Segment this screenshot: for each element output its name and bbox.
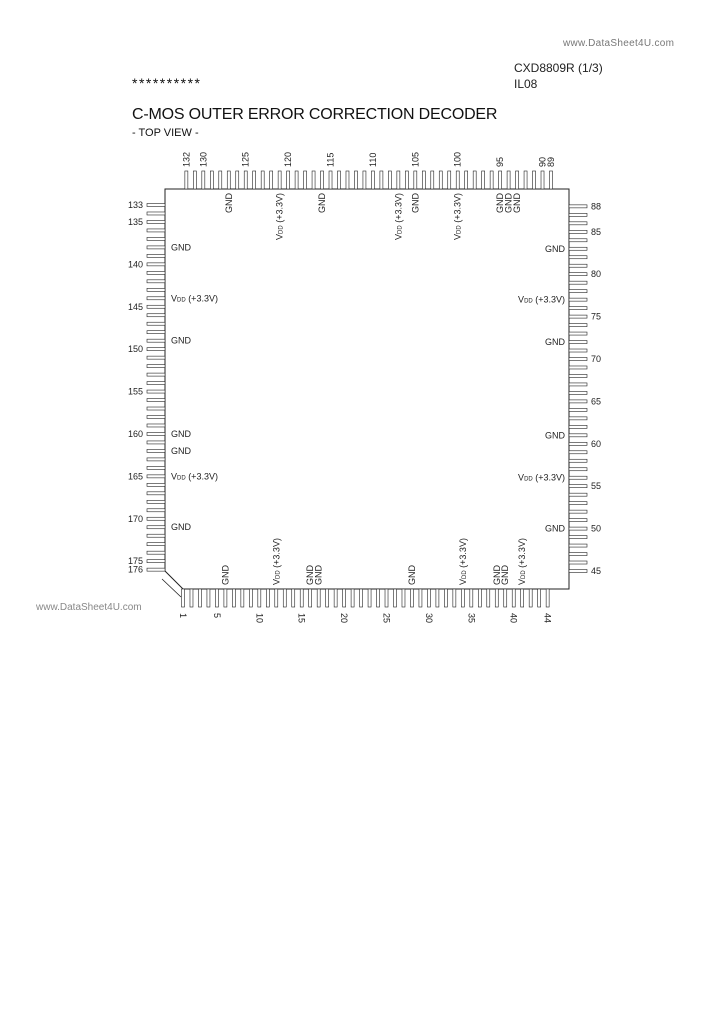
pin-lead-50 <box>569 527 587 530</box>
pin-lead-40 <box>512 589 515 607</box>
pin-lead-102 <box>439 171 442 189</box>
pin-lead-174 <box>147 551 165 554</box>
pin-number-140: 140 <box>127 259 143 270</box>
pin-lead-144 <box>147 297 165 300</box>
pin-lead-110 <box>371 171 374 189</box>
pin-lead-98 <box>473 171 476 189</box>
pin-lead-170 <box>147 517 165 520</box>
pin-lead-48 <box>569 544 587 547</box>
pin-number-132: 132 <box>181 151 192 167</box>
pin-lead-125 <box>244 171 247 189</box>
pin-lead-32 <box>444 589 447 607</box>
signal-label-61: GND <box>545 430 565 441</box>
pin-lead-20 <box>343 589 346 607</box>
pin-lead-4 <box>207 589 210 607</box>
pin-lead-38 <box>495 589 498 607</box>
pin-lead-54 <box>569 493 587 496</box>
pin-lead-64 <box>569 408 587 411</box>
pin-lead-21 <box>351 589 354 607</box>
pin-lead-74 <box>569 324 587 327</box>
pin-lead-79 <box>569 281 587 284</box>
pin-number-70: 70 <box>591 354 602 364</box>
pin-lead-167 <box>147 492 165 495</box>
pin-lead-65 <box>569 400 587 403</box>
pin-lead-133 <box>147 204 165 207</box>
signal-label-12: VDD (+3.3V) <box>271 538 282 585</box>
pin-lead-92 <box>524 171 527 189</box>
pin-lead-26 <box>394 589 397 607</box>
pin-lead-119 <box>295 171 298 189</box>
pin-number-133: 133 <box>127 200 143 210</box>
pin-lead-176 <box>147 568 165 571</box>
signal-label-17: GND <box>313 565 324 585</box>
signal-label-77: VDD (+3.3V) <box>518 294 565 305</box>
pin-lead-151 <box>147 356 165 359</box>
pin-number-125: 125 <box>240 151 251 167</box>
pin-lead-41 <box>521 589 524 607</box>
signal-label-38: GND <box>491 565 502 585</box>
signal-label-149: GND <box>171 335 191 346</box>
pin-lead-63 <box>569 417 587 420</box>
pin-lead-108 <box>388 171 391 189</box>
pin-lead-59 <box>569 451 587 454</box>
pin-lead-100 <box>456 171 459 189</box>
pin-lead-77 <box>569 298 587 301</box>
pin-lead-28 <box>410 589 413 607</box>
signal-label-94: GND <box>503 192 514 213</box>
pin-lead-33 <box>453 589 456 607</box>
pin-lead-142 <box>147 280 165 283</box>
pin-lead-45 <box>569 570 587 573</box>
pin-lead-155 <box>147 390 165 393</box>
pin-lead-163 <box>147 458 165 461</box>
pin-lead-18 <box>326 589 329 607</box>
pin-lead-123 <box>261 171 264 189</box>
signal-label-39: GND <box>500 565 511 585</box>
pin-lead-31 <box>436 589 439 607</box>
pin-lead-44 <box>546 589 549 607</box>
signal-label-121: VDD (+3.3V) <box>274 193 285 240</box>
pin-lead-101 <box>448 171 451 189</box>
pin-lead-12 <box>275 589 278 607</box>
pin-lead-145 <box>147 305 165 308</box>
view-subtitle: - TOP VIEW - <box>132 127 199 139</box>
pin-lead-131 <box>193 171 196 189</box>
pin-lead-25 <box>385 589 388 607</box>
pin-lead-83 <box>569 247 587 250</box>
pin-lead-80 <box>569 273 587 276</box>
pin-lead-22 <box>360 589 363 607</box>
pin-lead-14 <box>292 589 295 607</box>
pin-lead-30 <box>427 589 430 607</box>
pin-lead-71 <box>569 349 587 352</box>
signal-label-107: VDD (+3.3V) <box>393 193 404 240</box>
pin-lead-175 <box>147 560 165 563</box>
pin-lead-168 <box>147 500 165 503</box>
signal-label-83: GND <box>545 243 565 254</box>
pin-lead-113 <box>346 171 349 189</box>
pin-lead-78 <box>569 290 587 293</box>
signal-label-28: GND <box>406 565 417 585</box>
pin-lead-162 <box>147 449 165 452</box>
pin-number-1: 1 <box>178 613 188 619</box>
pin-lead-158 <box>147 416 165 419</box>
pin-lead-147 <box>147 322 165 325</box>
pin-lead-11 <box>266 589 269 607</box>
pin-lead-139 <box>147 254 165 257</box>
pin-number-176: 176 <box>127 564 143 575</box>
pin-lead-86 <box>569 222 587 225</box>
signal-label-95: GND <box>495 193 506 213</box>
pin-number-165: 165 <box>127 471 143 482</box>
package-body <box>165 189 569 589</box>
pin-number-35: 35 <box>466 613 477 624</box>
pin-lead-112 <box>354 171 357 189</box>
pin-lead-53 <box>569 502 587 505</box>
pin-number-44: 44 <box>542 613 553 624</box>
pin-lead-138 <box>147 246 165 249</box>
pin-lead-62 <box>569 425 587 428</box>
pin-number-60: 60 <box>591 438 602 449</box>
pin-lead-5 <box>215 589 218 607</box>
signal-label-144: VDD (+3.3V) <box>171 293 218 304</box>
pin-number-88: 88 <box>591 201 602 212</box>
pin-lead-153 <box>147 373 165 376</box>
pin-number-135: 135 <box>127 216 143 227</box>
pin-lead-36 <box>478 589 481 607</box>
pin-lead-87 <box>569 213 587 216</box>
pin-lead-29 <box>419 589 422 607</box>
pin-lead-2 <box>190 589 193 607</box>
pin-lead-105 <box>414 171 417 189</box>
pin-lead-124 <box>253 171 256 189</box>
pin-lead-57 <box>569 468 587 471</box>
pin-lead-76 <box>569 307 587 310</box>
pin-lead-66 <box>569 391 587 394</box>
pin-lead-107 <box>397 171 400 189</box>
pin-lead-140 <box>147 263 165 266</box>
pin-number-155: 155 <box>127 386 143 397</box>
pin-lead-173 <box>147 543 165 546</box>
pin-number-80: 80 <box>591 269 602 280</box>
signal-label-50: GND <box>545 523 565 534</box>
pin-lead-152 <box>147 365 165 368</box>
pin-lead-137 <box>147 237 165 240</box>
pin-lead-165 <box>147 475 165 478</box>
pin-lead-159 <box>147 424 165 427</box>
pin-lead-135 <box>147 220 165 223</box>
pin-number-75: 75 <box>591 311 602 322</box>
signal-label-171: GND <box>171 522 191 533</box>
pin-lead-106 <box>405 171 408 189</box>
pin-lead-122 <box>270 171 273 189</box>
pin-number-170: 170 <box>127 513 143 524</box>
pin-number-130: 130 <box>198 151 209 167</box>
pin-lead-7 <box>232 589 235 607</box>
pin-number-90: 90 <box>537 156 548 167</box>
pin-lead-69 <box>569 366 587 369</box>
pin-number-95: 95 <box>495 156 506 167</box>
signal-label-162: GND <box>171 445 191 456</box>
signal-label-165: VDD (+3.3V) <box>171 471 218 482</box>
pin-lead-149 <box>147 339 165 342</box>
pin-lead-164 <box>147 466 165 469</box>
pin-lead-3 <box>198 589 201 607</box>
watermark-top[interactable]: www.DataSheet4U.com <box>563 38 675 49</box>
pin-lead-81 <box>569 264 587 267</box>
pin-lead-116 <box>321 171 324 189</box>
pin-lead-49 <box>569 536 587 539</box>
pin-number-45: 45 <box>591 566 602 576</box>
pin-lead-43 <box>538 589 541 607</box>
pin-lead-103 <box>431 171 434 189</box>
pin-lead-111 <box>363 171 366 189</box>
pin-lead-157 <box>147 407 165 410</box>
signal-label-105: GND <box>410 193 421 213</box>
masked-field: ********** <box>132 75 202 91</box>
signal-label-138: GND <box>171 242 191 253</box>
pin-number-25: 25 <box>381 613 392 624</box>
pin-lead-118 <box>304 171 307 189</box>
pin-lead-132 <box>185 171 188 189</box>
pin-number-85: 85 <box>591 226 602 237</box>
pin-lead-82 <box>569 256 587 259</box>
pin-lead-171 <box>147 526 165 529</box>
pin-number-55: 55 <box>591 481 602 492</box>
pin-lead-141 <box>147 271 165 274</box>
pin-lead-91 <box>533 171 536 189</box>
pin-lead-15 <box>300 589 303 607</box>
pin-lead-169 <box>147 509 165 512</box>
pin-number-145: 145 <box>127 301 143 312</box>
signal-label-93: GND <box>512 193 523 213</box>
pin-lead-42 <box>529 589 532 607</box>
pin-number-40: 40 <box>508 613 519 624</box>
pin-number-5: 5 <box>211 613 222 619</box>
pin-lead-148 <box>147 331 165 334</box>
pin-lead-47 <box>569 553 587 556</box>
pin-lead-143 <box>147 288 165 291</box>
pin-lead-55 <box>569 485 587 488</box>
pin-number-110: 110 <box>367 152 378 167</box>
pin-lead-58 <box>569 459 587 462</box>
pin-lead-84 <box>569 239 587 242</box>
pin-number-89: 89 <box>546 156 556 167</box>
pin-lead-126 <box>236 171 239 189</box>
pin-lead-114 <box>338 171 341 189</box>
pin-lead-8 <box>241 589 244 607</box>
pin-lead-85 <box>569 230 587 233</box>
pin-number-30: 30 <box>423 613 434 624</box>
pin-number-105: 105 <box>410 151 421 167</box>
pin-lead-16 <box>309 589 312 607</box>
signal-label-6: GND <box>220 565 231 585</box>
pin-lead-96 <box>490 171 493 189</box>
signal-label-116: GND <box>317 193 328 213</box>
pin-lead-67 <box>569 383 587 386</box>
pin-lead-56 <box>569 476 587 479</box>
pin-lead-130 <box>202 171 205 189</box>
signal-label-160: GND <box>171 428 191 439</box>
pin-lead-150 <box>147 348 165 351</box>
pin-lead-109 <box>380 171 383 189</box>
pin-lead-97 <box>482 171 485 189</box>
page-title: C-MOS OUTER ERROR CORRECTION DECODER <box>132 106 498 123</box>
pin-lead-127 <box>227 171 230 189</box>
signal-label-127: GND <box>223 193 234 213</box>
signal-label-56: VDD (+3.3V) <box>518 472 565 483</box>
signal-label-72: GND <box>545 337 565 348</box>
pin-lead-154 <box>147 382 165 385</box>
pin-lead-23 <box>368 589 371 607</box>
part-number: CXD8809R (1/3) <box>514 61 603 75</box>
pin-lead-172 <box>147 534 165 537</box>
pin-lead-70 <box>569 358 587 361</box>
pin-lead-94 <box>507 171 510 189</box>
pin-lead-1 <box>182 589 185 607</box>
pin-lead-52 <box>569 510 587 513</box>
pin-number-175: 175 <box>127 556 143 567</box>
pin-number-50: 50 <box>591 523 602 534</box>
pin-lead-13 <box>283 589 286 607</box>
pin-lead-17 <box>317 589 320 607</box>
pin-lead-146 <box>147 314 165 317</box>
pin-number-120: 120 <box>283 151 294 167</box>
pin-lead-104 <box>422 171 425 189</box>
pin-lead-120 <box>287 171 290 189</box>
watermark-left[interactable]: www.DataSheet4U.com <box>36 602 142 613</box>
document-code: IL08 <box>514 77 538 91</box>
pin-lead-99 <box>465 171 468 189</box>
pin-lead-75 <box>569 315 587 318</box>
pin-number-100: 100 <box>452 151 463 167</box>
pin-lead-121 <box>278 171 281 189</box>
pin-lead-51 <box>569 519 587 522</box>
pin-lead-95 <box>499 171 502 189</box>
pin-number-15: 15 <box>296 613 307 624</box>
pin-number-20: 20 <box>339 613 350 624</box>
pin-lead-46 <box>569 561 587 564</box>
pin-lead-93 <box>516 171 519 189</box>
pin-lead-166 <box>147 483 165 486</box>
pin-lead-27 <box>402 589 405 607</box>
pin-lead-115 <box>329 171 332 189</box>
pin-number-150: 150 <box>127 344 143 355</box>
signal-label-16: GND <box>305 565 316 585</box>
pin-lead-68 <box>569 374 587 377</box>
pin-lead-6 <box>224 589 227 607</box>
pin-lead-39 <box>504 589 507 607</box>
pin-lead-10 <box>258 589 261 607</box>
pin-number-65: 65 <box>591 396 602 407</box>
pin-lead-89 <box>550 171 553 189</box>
pin-lead-72 <box>569 341 587 344</box>
pin-lead-117 <box>312 171 315 189</box>
pin-lead-24 <box>377 589 380 607</box>
pin-lead-37 <box>487 589 490 607</box>
pin-lead-161 <box>147 441 165 444</box>
pin-lead-60 <box>569 442 587 445</box>
pin-lead-9 <box>249 589 252 607</box>
pin-number-10: 10 <box>254 613 265 624</box>
pin-lead-35 <box>470 589 473 607</box>
pin-lead-129 <box>210 171 213 189</box>
pin-lead-61 <box>569 434 587 437</box>
signal-label-34: VDD (+3.3V) <box>457 538 468 585</box>
pin-lead-156 <box>147 399 165 402</box>
pin-lead-88 <box>569 205 587 208</box>
pin-lead-136 <box>147 229 165 232</box>
pin-lead-160 <box>147 432 165 435</box>
signal-label-100: VDD (+3.3V) <box>452 193 463 240</box>
pin-number-115: 115 <box>325 152 336 167</box>
pin-lead-19 <box>334 589 337 607</box>
pin-lead-128 <box>219 171 222 189</box>
pin-lead-73 <box>569 332 587 335</box>
signal-label-41: VDD (+3.3V) <box>517 538 528 585</box>
pin-number-160: 160 <box>127 428 143 439</box>
pin-lead-134 <box>147 212 165 215</box>
pin-lead-90 <box>541 171 544 189</box>
pin-lead-34 <box>461 589 464 607</box>
